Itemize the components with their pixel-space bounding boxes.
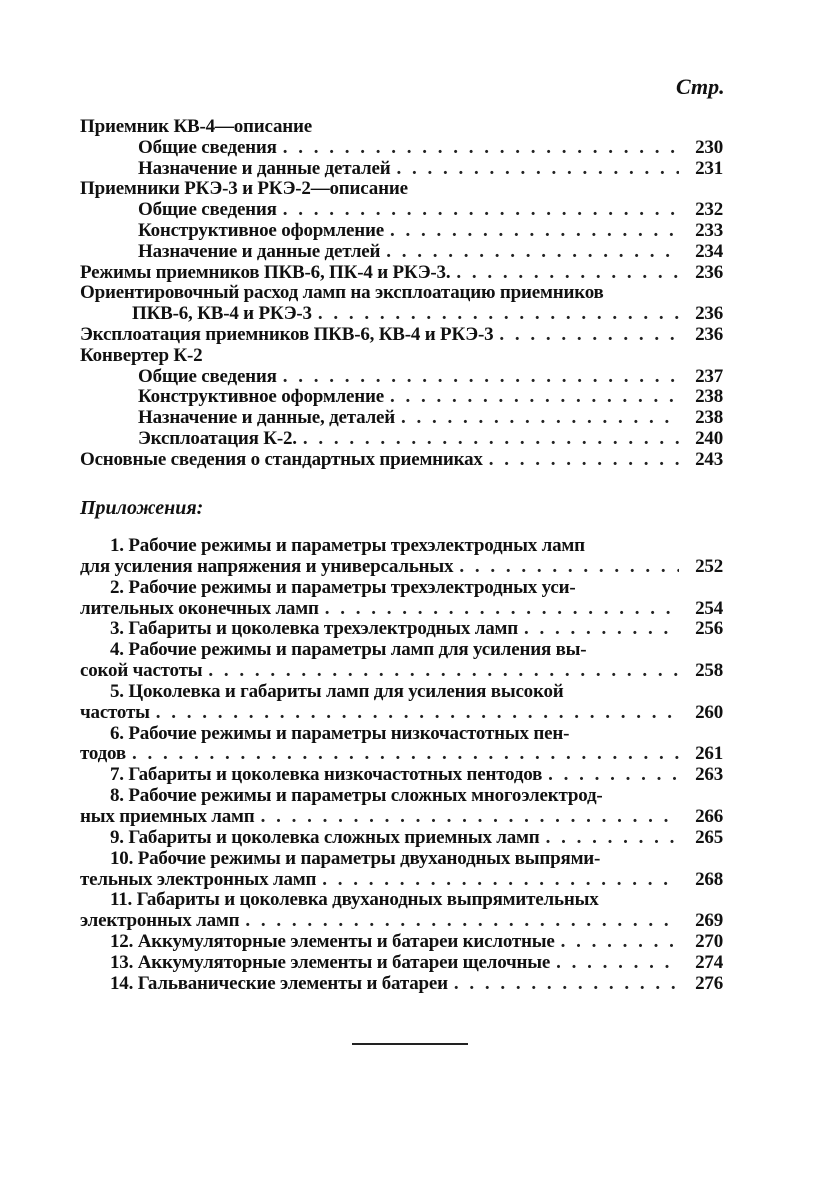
dot-leader [132,744,679,765]
dot-leader [499,325,679,346]
toc-entry-label: Общие сведения [138,199,277,221]
toc-entry [80,450,723,471]
table-of-contents [80,117,723,471]
toc-entry-label: Назначение и данные, деталей [138,407,396,429]
toc-entry-label: Ориентировочный расход ламп на эксплоатацию приемников [80,282,604,304]
appendix-entry-label: 12. Аккумуляторные элементы и батареи кислотные [110,931,555,953]
appendix-entry-cont [80,744,723,765]
toc-entry-page: 231 [695,157,723,179]
appendix-entry-cont [80,911,723,932]
toc-entry-label: ПКВ-6, КВ-4 и РКЭ-3 [132,303,312,325]
toc-entry [80,159,723,180]
toc-entry [80,179,723,200]
toc-entry [80,200,723,221]
toc-entry-label: Эксплоатация К-2. [138,427,297,449]
toc-entry-label: Назначение и данные детлей [138,240,381,262]
appendix-entry-cont-label: электронных ламп [80,910,240,932]
appendix-entry-cont [80,870,723,891]
appendix-entry [80,578,723,599]
toc-entry [80,138,723,159]
appendix-entry-cont-page: 254 [695,597,723,619]
appendix-entry-cont-label: тельных электронных ламп [80,868,317,890]
appendix-entry [80,849,723,870]
appendix-entry-label: 13. Аккумуляторные элементы и батареи щелочные [110,951,551,973]
toc-entry-label: Конструктивное оформление [138,219,384,241]
appendices-list [80,536,723,995]
toc-entry-label: Приемники РКЭ-3 и РКЭ-2—описание [80,178,408,200]
toc-entry-page: 232 [695,199,723,221]
appendix-entry-label: 5. Цоколевка и габариты ламп для усиления высокой [110,680,564,702]
appendix-entry-label: 2. Рабочие режимы и параметры трехэлектродных уси- [110,576,576,598]
closing-rule [352,1043,468,1045]
toc-entry [80,429,723,450]
appendix-entry-label: 1. Рабочие режимы и параметры трехэлектродных ламп [110,535,585,556]
dot-leader [556,953,679,974]
appendix-entry [80,640,723,661]
toc-entry-page: 238 [695,407,723,429]
dot-leader [386,242,679,263]
toc-entry-label: Конвертер К-2 [80,344,203,366]
toc-entry [80,387,723,408]
appendix-entry-cont [80,557,723,578]
dot-leader [401,408,679,429]
dot-leader [548,765,679,786]
appendix-entry-cont-page: 268 [695,868,723,890]
appendix-entry-cont [80,661,723,682]
appendix-entry-page: 263 [695,764,723,786]
toc-entry-label: Эксплоатация приемников ПКВ-6, КВ-4 и РКЭ-3 [80,323,494,345]
appendix-entry-label: 7. Габариты и цоколевка низкочастотных пентодов [110,764,543,786]
appendix-entry-label: 6. Рабочие режимы и параметры низкочастотных пен- [110,722,570,744]
appendix-entry-page: 256 [695,618,723,640]
appendix-entry [80,828,723,849]
dot-leader [459,557,679,578]
dot-leader [390,387,679,408]
toc-entry [80,304,723,325]
appendix-entry [80,765,723,786]
appendix-entry-label: 11. Габариты и цоколевка двуханодных выпрямительных [110,889,599,911]
toc-entry [80,242,723,263]
appendix-entry-cont-page: 266 [695,805,723,827]
appendix-entry-cont-label: тодов [80,743,126,765]
appendix-entry-cont-page: 269 [695,910,723,932]
appendix-entry [80,619,723,640]
appendix-entry-label: 3. Габариты и цоколевка трехэлектродных ламп [110,618,519,640]
toc-entry-label: Приемник КВ-4—описание [80,116,313,137]
toc-entry [80,263,723,284]
appendix-entry [80,536,723,557]
appendix-entry-label: 14. Гальванические элементы и батареи [110,972,448,994]
toc-entry-label: Общие сведения [138,365,277,387]
appendix-entry-label: 8. Рабочие режимы и параметры сложных многоэлектрод- [110,785,603,807]
appendix-entry-cont [80,703,723,724]
toc-entry-page: 234 [695,240,723,262]
toc-entry [80,325,723,346]
appendix-entry-cont-label: ных приемных ламп [80,805,255,827]
dot-leader [261,807,679,828]
toc-entry-page: 230 [695,136,723,158]
appendix-entry-cont-label: для усиления напряжения и универсальных [80,555,454,577]
appendix-entry-label: 9. Габариты и цоколевка сложных приемных ламп [110,826,540,848]
dot-leader [456,263,679,284]
dot-leader [318,304,679,325]
appendix-entry-cont-page: 258 [695,660,723,682]
dot-leader [283,138,679,159]
appendix-entry-page: 265 [695,826,723,848]
toc-entry-label: Основные сведения о стандартных приемниках [80,448,483,470]
dot-leader [396,159,679,180]
page-column-heading: Стр. [676,74,725,99]
toc-entry [80,221,723,242]
toc-entry [80,346,723,367]
appendix-entry-cont-label: частоты [80,701,150,723]
toc-entry [80,117,723,138]
dot-leader [524,619,679,640]
appendices-heading: Приложения: [80,497,204,519]
appendix-entry-cont-label: сокой частоты [80,660,203,682]
toc-entry-page: 237 [695,365,723,387]
appendix-entry-cont-page: 252 [695,555,723,577]
toc-entry-page: 243 [695,448,723,470]
toc-entry-page: 236 [695,323,723,345]
toc-entry-label: Конструктивное оформление [138,386,384,408]
appendix-entry-label: 4. Рабочие режимы и параметры ламп для усиления вы- [110,639,587,661]
appendix-entry-page: 270 [695,931,723,953]
appendix-entry-cont [80,599,723,620]
toc-entry-label: Режимы приемников ПКВ-6, ПК-4 и РКЭ-3. [80,261,451,283]
toc-entry-page: 238 [695,386,723,408]
dot-leader [283,200,679,221]
appendix-entry [80,932,723,953]
appendix-entry [80,953,723,974]
appendix-entry-cont-page: 260 [695,701,723,723]
appendix-entry-cont [80,807,723,828]
toc-entry [80,367,723,388]
dot-leader [245,911,679,932]
toc-entry [80,283,723,304]
appendix-entry [80,682,723,703]
dot-leader [454,974,679,995]
dot-leader [546,828,679,849]
appendix-entry-page: 276 [695,972,723,994]
dot-leader [325,599,679,620]
dot-leader [208,661,679,682]
dot-leader [156,703,679,724]
dot-leader [303,429,679,450]
toc-entry [80,408,723,429]
toc-entry-label: Общие сведения [138,136,277,158]
appendix-entry-cont-page: 261 [695,743,723,765]
toc-entry-page: 233 [695,219,723,241]
toc-entry-page: 240 [695,427,723,449]
dot-leader [489,450,679,471]
dot-leader [322,870,679,891]
toc-entry-label: Назначение и данные деталей [138,157,391,179]
appendix-entry [80,890,723,911]
dot-leader [390,221,679,242]
appendix-entry [80,786,723,807]
dot-leader [283,367,679,388]
appendix-entry-label: 10. Рабочие режимы и параметры двуханодных выпрями- [110,847,601,869]
appendix-entry-cont-label: лительных оконечных ламп [80,597,319,619]
toc-entry-page: 236 [695,261,723,283]
appendix-entry [80,974,723,995]
toc-entry-page: 236 [695,303,723,325]
appendix-entry [80,724,723,745]
appendix-entry-page: 274 [695,951,723,973]
dot-leader [561,932,679,953]
